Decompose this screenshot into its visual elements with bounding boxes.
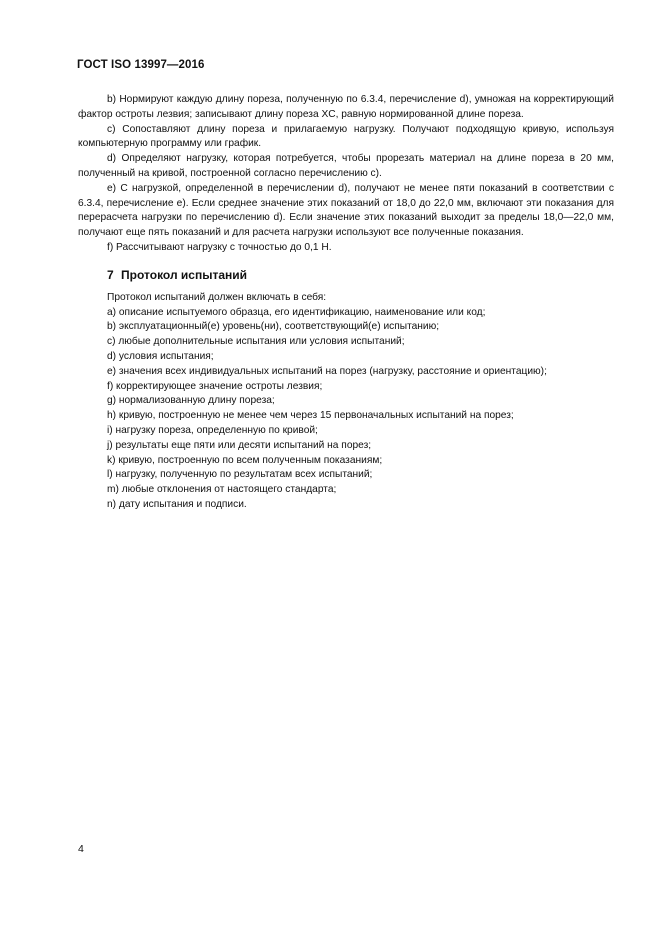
- paragraph-b: b) Нормируют каждую длину пореза, полученную по 6.3.4, перечисление d), умножая на корректирующий фактор остроты лезвия; записывают длину пореза XC, равную нормированной длине пореза.: [78, 94, 614, 120]
- list-item: g) нормализованную длину пореза;: [107, 395, 275, 407]
- list-item: i) нагрузку пореза, определенную по кривой;: [107, 424, 318, 436]
- list-item: n) дату испытания и подписи.: [107, 498, 247, 510]
- list-item: l) нагрузку, полученную по результатам всех испытаний;: [107, 469, 373, 481]
- paragraph-e: e) С нагрузкой, определенной в перечислении d), получают не менее пяти показаний в соответствии с 6.3.4, перечисление е). Если среднее значение этих показаний от 18,0 до 22,0 мм, включают эти показания для перерасчета нагрузки по перечислению d). Если значение этих показаний выходит за пределы 18,0—22,0 мм, получают еще пять показаний и для расчета нагрузки используют все полученные показания.: [78, 182, 614, 239]
- list-item: f) корректирующее значение остроты лезвия;: [107, 380, 323, 392]
- list-item: m) любые отклонения от настоящего стандарта;: [107, 484, 337, 496]
- document-body: [78, 93, 614, 513]
- list-item: h) кривую, построенную не менее чем через 15 первоначальных испытаний на порез;: [107, 410, 514, 422]
- list-item: j) результаты еще пяти или десяти испытаний на порез;: [107, 439, 372, 451]
- section-heading: [107, 267, 614, 291]
- paragraph-d: d) Определяют нагрузку, которая потребуется, чтобы прорезать материал на длине пореза в 20 мм, полученный на кривой, построенной согласно перечислению c).: [78, 153, 614, 179]
- list-item: a) описание испытуемого образца, его идентификацию, наименование или код;: [107, 306, 486, 318]
- list-item: b) эксплуатационный(е) уровень(ни), соответствующий(е) испытанию;: [107, 321, 440, 333]
- section-intro: Протокол испытаний должен включать в себя:: [107, 291, 327, 303]
- document-header: ГОСТ ISO 13997—2016: [77, 59, 205, 71]
- page-number: 4: [78, 843, 84, 855]
- list-item: e) значения всех индивидуальных испытаний на порез (нагрузку, расстояние и ориентацию);: [107, 365, 547, 377]
- section-title: Протокол испытаний: [121, 267, 248, 282]
- list-item: k) кривую, построенную по всем полученным показаниям;: [107, 454, 383, 466]
- requirements-list: [78, 306, 614, 513]
- paragraph-c: c) Сопоставляют длину пореза и прилагаемую нагрузку. Получают подходящую кривую, используя компьютерную программу или график.: [78, 123, 614, 150]
- list-item: d) условия испытания;: [107, 350, 214, 362]
- paragraph-f: f) Рассчитывают нагрузку с точностью до 0,1 Н.: [107, 241, 332, 253]
- list-item: c) любые дополнительные испытания или условия испытаний;: [107, 336, 405, 348]
- section-number: 7: [107, 267, 114, 282]
